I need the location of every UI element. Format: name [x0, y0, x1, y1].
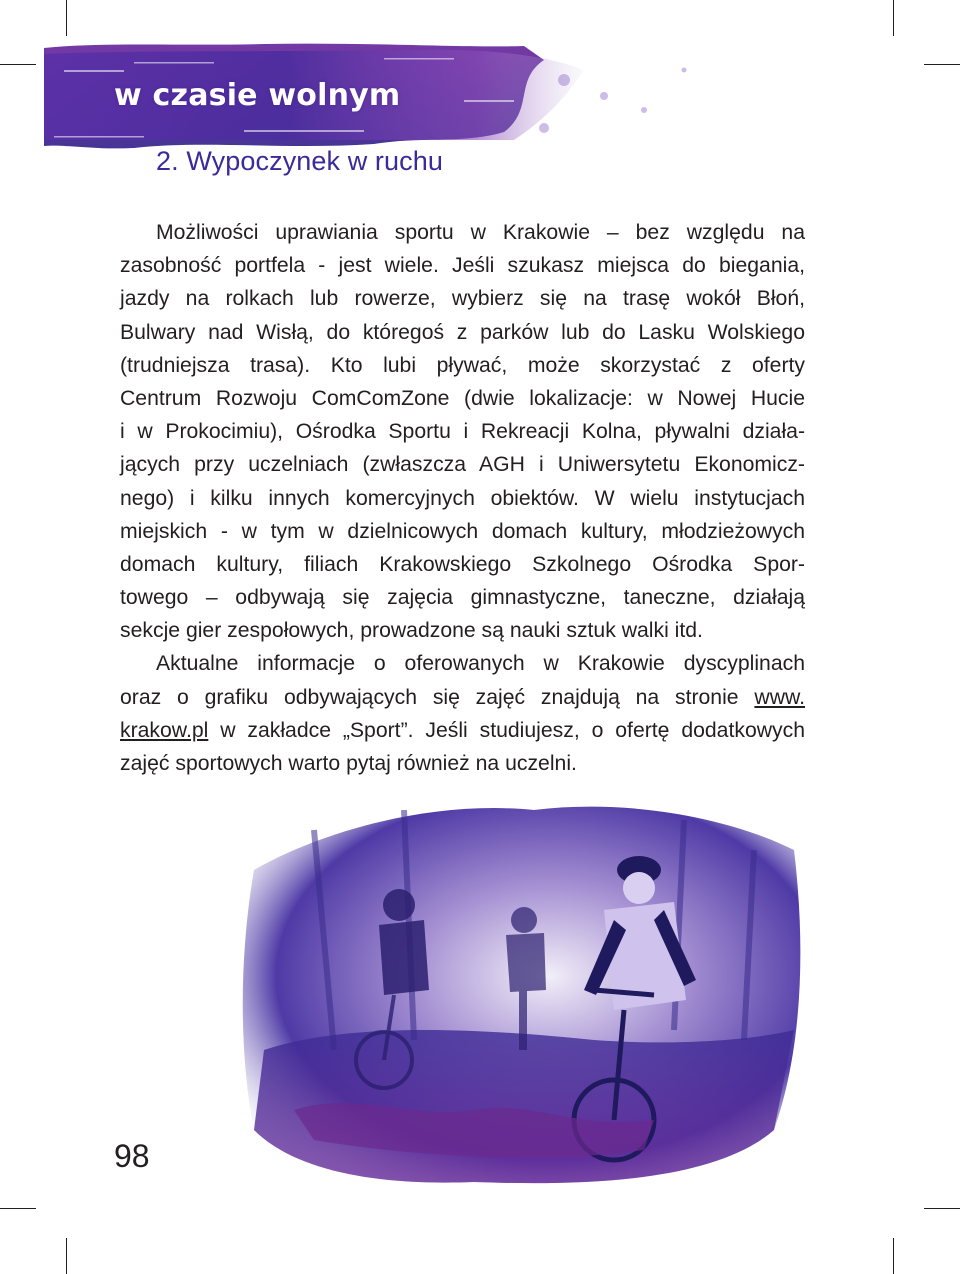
text-segment: w zakładce „Sport”. Jeśli studiujesz, o ofertę dodatkowych	[208, 718, 805, 742]
text-line: zajęć sportowych warto pytaj również na uczelni.	[120, 752, 577, 775]
text-line: sekcje gier zespołowych, prowadzone są nauki sztuk walki itd.	[120, 619, 703, 643]
text-line: Aktualne informacje o oferowanych w Krakowie dyscyplinach	[156, 652, 805, 676]
page-number: 98	[114, 1138, 150, 1174]
text-line: (trudniejsza trasa). Kto lubi pływać, może skorzystać z oferty	[120, 353, 805, 377]
text-line: Centrum Rozwoju ComComZone (dwie lokalizacje: w Nowej Hucie	[120, 386, 805, 410]
text-line: miejskich - w tym w dzielnicowych domach kultury, młodzieżowych	[120, 519, 805, 543]
section-label: w czasie wolnym	[114, 78, 401, 113]
text-line: nego) i kilku innych komercyjnych obiektów. W wielu instytucjach	[120, 486, 805, 510]
cyclists-illustration	[234, 790, 806, 1190]
crop-mark	[893, 1238, 894, 1274]
website-link-part1[interactable]: www.	[754, 685, 806, 709]
chapter-title: 2. Wypoczynek w ruchu	[156, 146, 443, 176]
crop-mark	[0, 1208, 36, 1209]
crop-mark	[893, 0, 894, 36]
text-segment: oraz o grafiku odbywających się zajęć znajdują na stronie	[120, 685, 739, 709]
crop-mark	[0, 64, 36, 65]
text-line: Możliwości uprawiania sportu w Krakowie – bez względu na	[156, 221, 805, 244]
text-line-with-link	[120, 681, 805, 714]
crop-mark	[924, 64, 960, 65]
text-line: domach kultury, filiach Krakowskiego Szkolnego Ośrodka Spor-	[120, 552, 805, 576]
text-line-with-link	[120, 714, 805, 747]
crop-mark	[66, 0, 67, 36]
text-line: jazdy na rolkach lub rowerze, wybierz się na trasę wokół Błoń,	[120, 287, 805, 311]
text-line: towego – odbywają się zajęcia gimnastyczne, taneczne, działają	[120, 586, 805, 610]
body-text	[120, 216, 805, 780]
text-line: zasobność portfela - jest wiele. Jeśli szukasz miejsca do biegania,	[120, 254, 805, 278]
crop-mark	[66, 1238, 67, 1274]
website-link-part2[interactable]: krakow.pl	[120, 718, 209, 742]
text-line: i w Prokocimiu), Ośrodka Sportu i Rekreacji Kolna, pływalni działa-	[120, 420, 805, 444]
crop-mark	[924, 1208, 960, 1209]
text-line: Bulwary nad Wisłą, do któregoś z parków lub do Lasku Wolskiego	[120, 320, 805, 344]
text-line: jących przy uczelniach (zwłaszcza AGH i Uniwersytetu Ekonomicz-	[120, 453, 805, 477]
